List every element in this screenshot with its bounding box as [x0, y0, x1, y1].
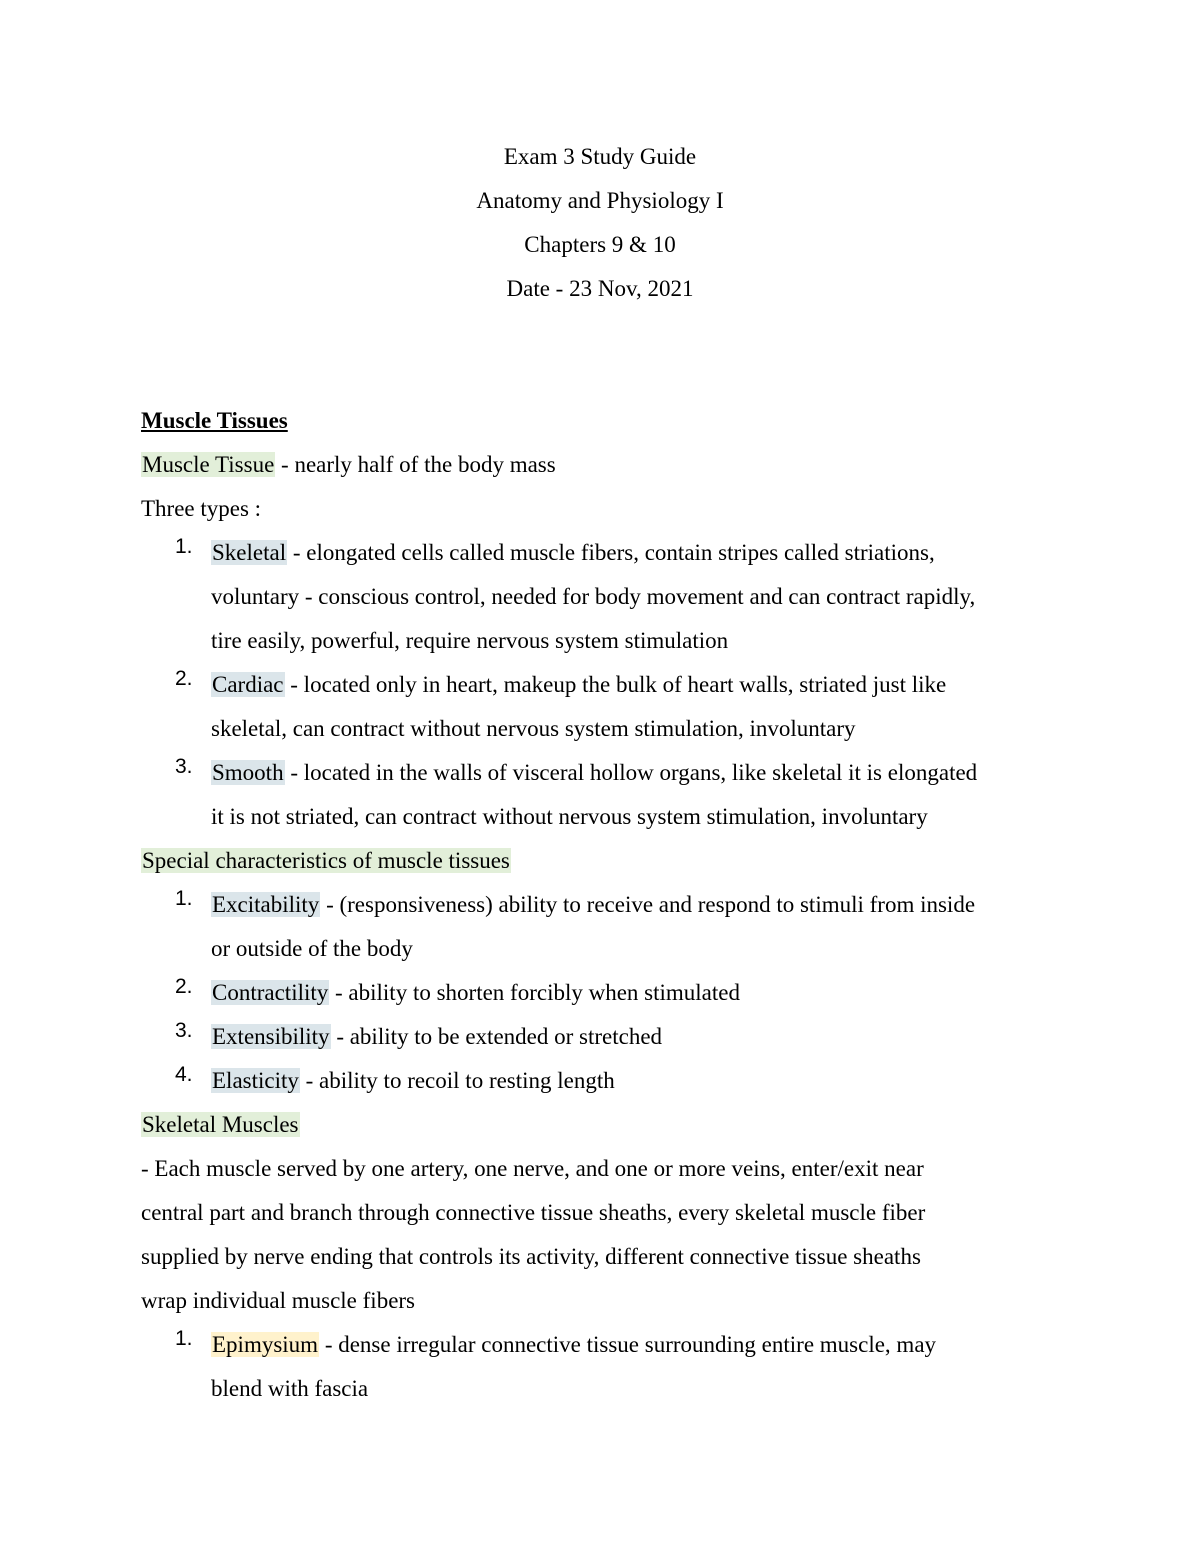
list-number: 3.	[175, 755, 193, 778]
highlighted-term: Epimysium	[212, 1332, 319, 1357]
document-header	[0, 140, 1200, 316]
document-title: Exam 3 Study Guide	[503, 144, 697, 169]
chapters-line: Chapters 9 & 10	[524, 232, 676, 257]
term-description: - ability to shorten forcibly when stimulated	[329, 980, 740, 1005]
list-item	[141, 975, 1081, 1019]
special-characteristics-list	[141, 887, 1081, 1107]
list-item	[141, 1327, 1081, 1415]
list-item	[141, 535, 1081, 667]
term-description: - located in the walls of visceral hollow organs, like skeletal it is elongated	[284, 760, 978, 785]
term-description: skeletal, can contract without nervous system stimulation, involuntary	[211, 716, 856, 741]
term-description: blend with fascia	[211, 1376, 369, 1401]
term-description: - dense irregular connective tissue surrounding entire muscle, may	[319, 1332, 937, 1357]
list-item	[141, 887, 1081, 975]
highlighted-term: Excitability	[212, 892, 320, 917]
list-number: 2.	[175, 667, 193, 690]
document-body	[141, 403, 1081, 1415]
list-item	[141, 1019, 1081, 1063]
highlighted-heading: Special characteristics of muscle tissues	[142, 848, 510, 873]
skeletal-muscles-heading	[141, 1107, 1081, 1151]
term-description: - (responsiveness) ability to receive and respond to stimuli from inside	[320, 892, 976, 917]
special-characteristics-heading	[141, 843, 1081, 887]
term-description: - nearly half of the body mass	[275, 452, 556, 477]
term-description: - located only in heart, makeup the bulk of heart walls, striated just like	[284, 672, 947, 697]
highlighted-term: Contractility	[212, 980, 329, 1005]
paragraph-line: wrap individual muscle fibers	[141, 1288, 416, 1313]
sheaths-list	[141, 1327, 1081, 1415]
term-description: - ability to be extended or stretched	[330, 1024, 663, 1049]
highlighted-term: Cardiac	[212, 672, 284, 697]
term-description: voluntary - conscious control, needed for body movement and can contract rapidly,	[211, 584, 976, 609]
term-description: - ability to recoil to resting length	[299, 1068, 615, 1093]
list-number: 1.	[175, 1327, 193, 1350]
highlighted-heading: Skeletal Muscles	[142, 1112, 299, 1137]
three-types-label: Three types :	[141, 496, 262, 521]
paragraph-line: central part and branch through connective tissue sheaths, every skeletal muscle fiber	[141, 1200, 926, 1225]
term-description: - elongated cells called muscle fibers, contain stripes called striations,	[287, 540, 935, 565]
date-line: Date - 23 Nov, 2021	[506, 276, 694, 301]
muscle-tissue-definition	[141, 447, 1081, 491]
list-number: 2.	[175, 975, 193, 998]
list-item	[141, 755, 1081, 843]
list-number: 3.	[175, 1019, 193, 1042]
highlighted-term: Elasticity	[212, 1068, 299, 1093]
paragraph-line: - Each muscle served by one artery, one nerve, and one or more veins, enter/exit near	[141, 1156, 924, 1181]
paragraph-line: supplied by nerve ending that controls its activity, different connective tissue sheaths	[141, 1244, 921, 1269]
muscle-types-list	[141, 535, 1081, 843]
list-item	[141, 1063, 1081, 1107]
list-item	[141, 667, 1081, 755]
section-title: Muscle Tissues	[141, 408, 288, 433]
highlighted-term: Skeletal	[212, 540, 287, 565]
list-number: 1.	[175, 887, 193, 910]
term-description: it is not striated, can contract without nervous system stimulation, involuntary	[211, 804, 928, 829]
highlighted-term: Muscle Tissue	[142, 452, 275, 477]
highlighted-term: Extensibility	[212, 1024, 330, 1049]
list-number: 1.	[175, 535, 193, 558]
highlighted-term: Smooth	[212, 760, 284, 785]
course-name: Anatomy and Physiology I	[476, 188, 724, 213]
skeletal-muscles-paragraph	[141, 1151, 1081, 1327]
list-number: 4.	[175, 1063, 193, 1086]
term-description: tire easily, powerful, require nervous system stimulation	[211, 628, 729, 653]
term-description: or outside of the body	[211, 936, 413, 961]
